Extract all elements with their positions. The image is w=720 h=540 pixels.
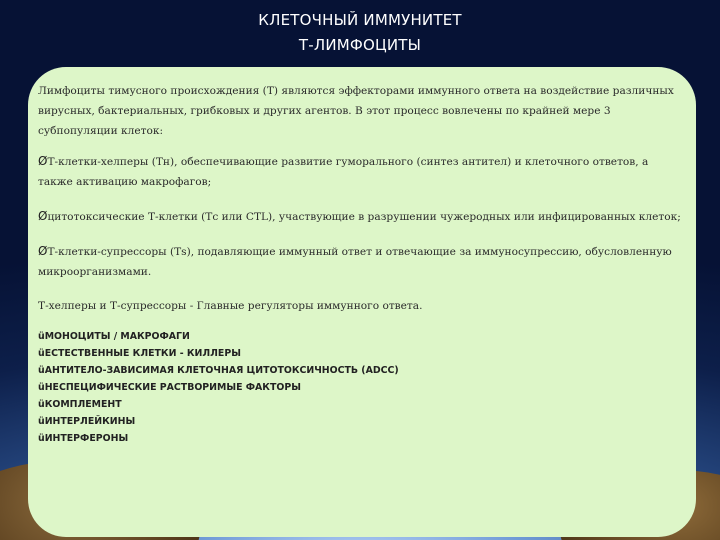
slide-title — [0, 8, 720, 58]
list-item-helpers — [38, 151, 682, 192]
check-list-item — [38, 362, 682, 379]
list-item-cytotoxic — [38, 206, 682, 227]
check-list-item-text: МОНОЦИТЫ / МАКРОФАГИ — [44, 331, 190, 342]
arrow-bullet-icon: Ø — [38, 154, 48, 168]
arrow-bullet-icon: Ø — [38, 244, 48, 258]
content-panel — [28, 67, 696, 537]
check-list-item — [38, 328, 682, 345]
intro-paragraph: Лимфоциты тимусного происхождения (Т) являются эффекторами иммунного ответа на воздействие различных вирусных, бактериальных, грибковых и других агентов. В этот процесс вовлечены по крайней мере 3 субпопуляции клеток: — [38, 85, 674, 137]
list-item-text: цитотоксические Т-клетки (Тс или СТL), участвующие в разрушении чужеродных или инфицированных клеток; — [47, 211, 681, 223]
check-list-item — [38, 379, 682, 396]
checkmark-icon: ü — [38, 399, 45, 410]
check-list — [38, 328, 682, 447]
check-list-item — [38, 430, 682, 447]
check-list-item-text: АНТИТЕЛО-ЗАВИСИМАЯ КЛЕТОЧНАЯ ЦИТОТОКСИЧНОСТЬ (ADCC) — [44, 365, 399, 376]
checkmark-icon: ü — [38, 433, 45, 444]
check-list-item — [38, 396, 682, 413]
slide-title-line-1: КЛЕТОЧНЫЙ ИММУНИТЕТ — [258, 11, 462, 29]
checkmark-icon: ü — [38, 382, 45, 393]
summary-line: Т-хелперы и Т-супрессоры - Главные регуляторы иммунного ответа. — [38, 300, 423, 312]
slide-title-line-2: Т-ЛИМФОЦИТЫ — [298, 36, 422, 54]
checkmark-icon: ü — [38, 348, 45, 359]
checkmark-icon: ü — [38, 365, 45, 376]
check-list-item-text: ИНТЕРФЕРОНЫ — [44, 433, 129, 444]
checkmark-icon: ü — [38, 416, 45, 427]
list-item-text: Т-клетки-хелперы (Тн), обеспечивающие развитие гуморального (синтез антител) и клеточного ответов, а также активацию макрофагов; — [38, 156, 649, 188]
list-item-text: Т-клетки-супрессоры (Тs), подавляющие иммунный ответ и отвечающие за иммуносупрессию, обусловленную микроорганизмами. — [38, 246, 672, 278]
check-list-item-text: ЕСТЕСТВЕННЫЕ КЛЕТКИ - КИЛЛЕРЫ — [44, 348, 241, 359]
check-list-item-text: ИНТЕРЛЕЙКИНЫ — [44, 416, 136, 427]
check-list-item — [38, 345, 682, 362]
check-list-item-text: КОМПЛЕМЕНТ — [44, 399, 122, 410]
list-item-suppressors — [38, 241, 682, 282]
checkmark-icon: ü — [38, 331, 45, 342]
arrow-bullet-icon: Ø — [38, 209, 48, 223]
check-list-item-text: НЕСПЕЦИФИЧЕСКИЕ РАСТВОРИМЫЕ ФАКТОРЫ — [44, 382, 301, 393]
check-list-item — [38, 413, 682, 430]
